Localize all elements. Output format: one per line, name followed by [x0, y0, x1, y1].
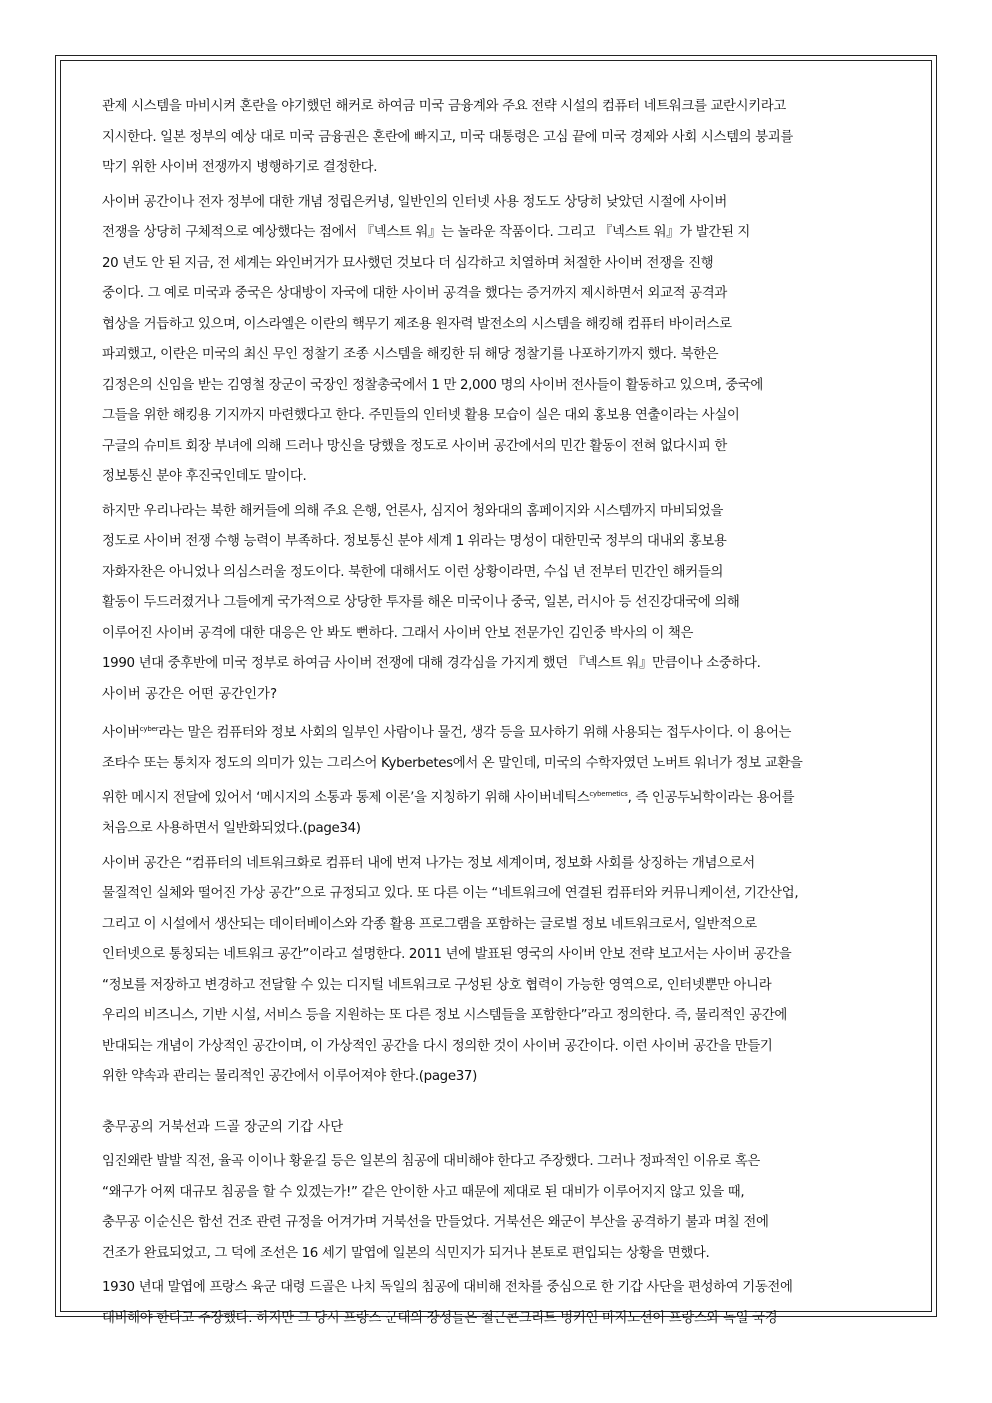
paragraph-1 — [102, 92, 892, 184]
text-line — [102, 714, 892, 749]
text-run: , 즉 인공두뇌학이라는 용어를 — [627, 790, 795, 806]
text-line: 중이다. 그 예로 미국과 중국은 상대방이 자국에 대한 사이버 공격을 했다는 증거까지 제시하면서 외교적 공격과 — [102, 286, 727, 301]
text-line: 지시한다. 일본 정부의 예상 대로 미국 금융권은 혼란에 빠지고, 미국 대통령은 고심 끝에 미국 경제와 사회 시스템의 붕괴를 — [102, 129, 793, 145]
text-line: 처음으로 사용하면서 일반화되었다.(page34) — [102, 821, 361, 837]
text-line: 20 년도 안 된 지금, 전 세계는 와인버거가 묘사했던 것보다 더 심각하고 치열하며 처절한 사이버 전쟁을 진행 — [102, 255, 714, 271]
text-line: “왜구가 어찌 대규모 침공을 할 수 있겠는가!” 같은 안이한 사고 때문에 제대로 된 대비가 이루어지지 않고 있을 때, — [102, 1184, 745, 1200]
document-body — [102, 92, 892, 1334]
text-line: 정보통신 분야 후진국인데도 말이다. — [102, 469, 307, 484]
text-run: 위한 메시지 전달에 있어서 ‘메시지의 소통과 통제 이론’을 지칭하기 위해 사이버네틱스 — [102, 790, 590, 806]
paragraph-7 — [102, 1273, 892, 1334]
text-line: 조타수 또는 통치자 정도의 의미가 있는 그리스어 Kyberbetes에서 온 말인데, 미국의 수학자였던 노버트 워너가 정보 교환을 — [102, 755, 803, 771]
superscript: cybernetics — [589, 790, 628, 799]
text-line: 건조가 완료되었고, 그 덕에 조선은 16 세기 말엽에 일본의 식민지가 되거나 본토로 편입되는 상황을 면했다. — [102, 1245, 710, 1261]
text-line: 정도로 사이버 전쟁 수행 능력이 부족하다. 정보통신 분야 세계 1 위라는 명성이 대한민국 정부의 대내외 홍보용 — [102, 534, 727, 549]
section-heading: 사이버 공간은 어떤 공간인가? — [102, 686, 278, 702]
text-line: 물질적인 실체와 떨어진 가상 공간”으로 규정되고 있다. 또 다른 이는 “네트워크에 연결된 컴퓨터와 커뮤니케이션, 기간산업, — [102, 886, 799, 902]
text-line — [102, 779, 892, 814]
text-line: 파괴했고, 이란은 미국의 최신 무인 정찰기 조종 시스템을 해킹한 뒤 해당 정찰기를 나포하기까지 했다. 북한은 — [102, 347, 719, 362]
text-line: 전쟁을 상당히 구체적으로 예상했다는 점에서 『넥스트 워』는 놀라운 작품이다. 그리고 『넥스트 워』가 발간된 지 — [102, 225, 751, 240]
text-line: 그들을 위한 해킹용 기지까지 마련했다고 한다. 주민들의 인터넷 활용 모습이 실은 대외 홍보용 연출이라는 사실이 — [102, 408, 740, 423]
text-line: 인터넷으로 통칭되는 네트워크 공간”이라고 설명한다. 2011 년에 발표된 영국의 사이버 안보 전략 보고서는 사이버 공간을 — [102, 947, 792, 963]
text-line: 관제 시스템을 마비시켜 혼란을 야기했던 해커로 하여금 미국 금융계와 주요 전략 시설의 컴퓨터 네트워크를 교란시키라고 — [102, 99, 786, 114]
paragraph-6 — [102, 1147, 892, 1269]
text-line: 이루어진 사이버 공격에 대한 대응은 안 봐도 뻔하다. 그래서 사이버 안보 전문가인 김인중 박사의 이 책은 — [102, 625, 694, 641]
text-run: 사이버 — [102, 725, 140, 741]
text-line: 반대되는 개념이 가상적인 공간이며, 이 가상적인 공간을 다시 정의한 것이 사이버 공간이다. 이런 사이버 공간을 만들기 — [102, 1038, 773, 1054]
text-line: 자화자찬은 아니었나 의심스러울 정도이다. 북한에 대해서도 이런 상황이라면, 수십 년 전부터 민간인 해커들의 — [102, 564, 724, 580]
text-line: 우리의 비즈니스, 기반 시설, 서비스 등을 지원하는 또 다른 정보 시스템들을 포함한다”라고 정의한다. 즉, 물리적인 공간에 — [102, 1008, 787, 1024]
text-line: 활동이 두드러졌거나 그들에게 국가적으로 상당한 투자를 해온 미국이나 중국, 일본, 러시아 등 선진강대국에 의해 — [102, 595, 740, 610]
text-line: 사이버 공간은 “컴퓨터의 네트워크화로 컴퓨터 내에 번져 나가는 정보 세계이며, 정보화 사회를 상징하는 개념으로서 — [102, 855, 755, 871]
text-line: 구글의 슈미트 회장 부녀에 의해 드러나 망신을 당했을 정도로 사이버 공간에서의 민간 활동이 전혀 없다시피 한 — [102, 438, 727, 454]
superscript: cyber — [139, 725, 159, 733]
paragraph-3 — [102, 497, 892, 680]
text-line: 위한 약속과 관리는 물리적인 공간에서 이루어져야 한다.(page37) — [102, 1069, 477, 1085]
text-line: 사이버 공간이나 전자 정부에 대한 개념 정립은커녕, 일반인의 인터넷 사용 정도도 상당히 낮았던 시절에 사이버 — [102, 194, 727, 210]
text-line: 협상을 거듭하고 있으며, 이스라엘은 이란의 핵무기 제조용 원자력 발전소의 시스템을 해킹해 컴퓨터 바이러스로 — [102, 316, 732, 332]
text-line: 막기 위한 사이버 전쟁까지 병행하기로 결정한다. — [102, 160, 378, 175]
section-heading: 충무공의 거북선과 드골 장군의 기갑 사단 — [102, 1119, 344, 1135]
text-line: 대비해야 한다고 주장했다. 하지만 그 당시 프랑스 군대의 장성들은 철근콘크리트 벙커인 마지노선이 프랑스와 독일 국경 — [102, 1310, 778, 1326]
text-line: 임진왜란 발발 직전, 율곡 이이나 황윤길 등은 일본의 침공에 대비해야 한다고 주장했다. 그러나 정파적인 이유로 혹은 — [102, 1154, 760, 1170]
text-line: “정보를 저장하고 변경하고 전달할 수 있는 디지털 네트워크로 구성된 상호 협력이 가능한 영역으로, 인터넷뿐만 아니라 — [102, 977, 772, 993]
text-line: 하지만 우리나라는 북한 해커들에 의해 주요 은행, 언론사, 심지어 청와대의 홈페이지와 시스템까지 마비되었을 — [102, 503, 724, 519]
text-run: 라는 말은 컴퓨터와 정보 사회의 일부인 사람이나 물건, 생각 등을 묘사하기 위해 사용되는 접두사이다. 이 용어는 — [158, 725, 792, 741]
text-line: 1930 년대 말엽에 프랑스 육군 대령 드골은 나치 독일의 침공에 대비해 전차를 중심으로 한 기갑 사단을 편성하여 기동전에 — [102, 1280, 793, 1296]
paragraph-4 — [102, 714, 892, 845]
text-line: 충무공 이순신은 함선 건조 관련 규정을 어겨가며 거북선을 만들었다. 거북선은 왜군이 부산을 공격하기 불과 며칠 전에 — [102, 1215, 769, 1231]
paragraph-2 — [102, 188, 892, 493]
paragraph-5 — [102, 849, 892, 1093]
text-line: 김정은의 신임을 받는 김영철 장군이 국장인 정찰총국에서 1 만 2,000 명의 사이버 전사들이 활동하고 있으며, 중국에 — [102, 377, 764, 393]
text-line: 1990 년대 중후반에 미국 정부로 하여금 사이버 전쟁에 대해 경각심을 가지게 했던 『넥스트 워』만큼이나 소중하다. — [102, 656, 761, 671]
text-line: 그리고 이 시설에서 생산되는 데이터베이스와 각종 활용 프로그램을 포함하는 글로벌 정보 네트워크로서, 일반적으로 — [102, 916, 757, 932]
